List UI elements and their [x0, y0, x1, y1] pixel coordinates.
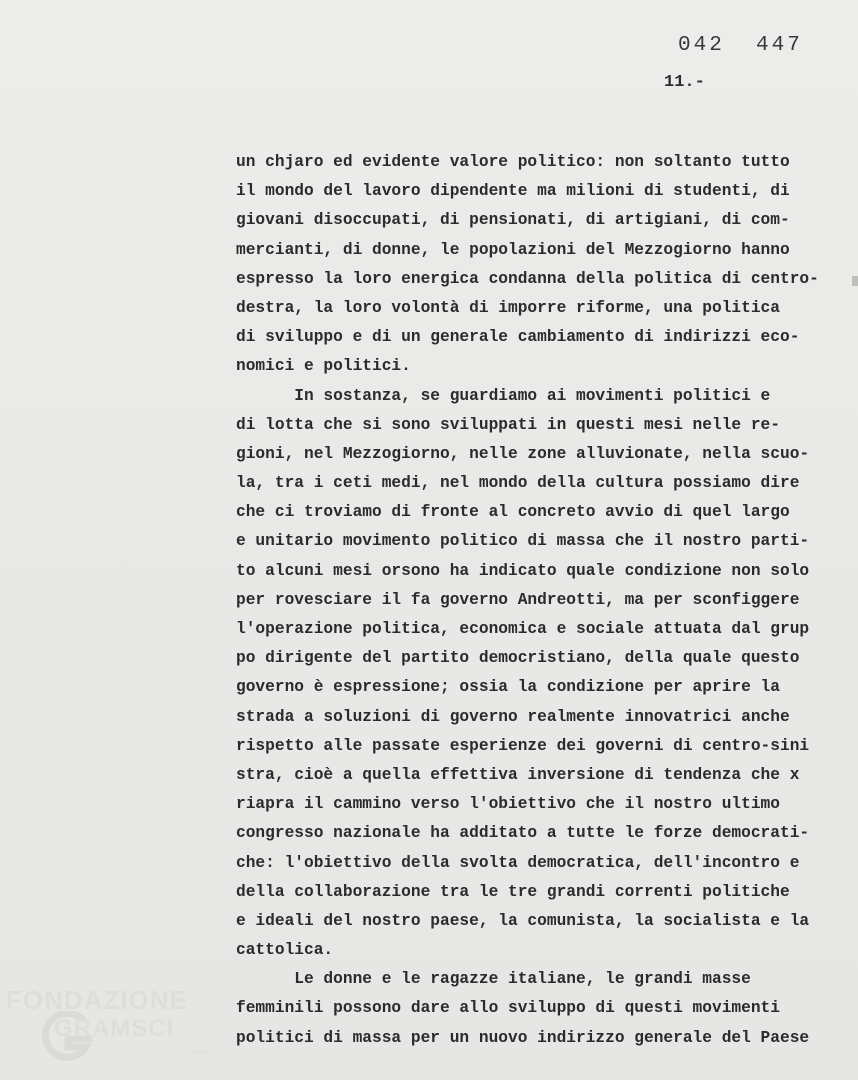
- text-line: destra, la loro volontà di imporre riforme, una politica: [236, 298, 780, 317]
- text-line: rispetto alle passate esperienze dei governi di centro-sini: [236, 736, 810, 755]
- edge-mark: [852, 276, 858, 286]
- text-line: strada a soluzioni di governo realmente innovatrici anche: [236, 707, 790, 726]
- text-line: della collaborazione tra le tre grandi correnti politiche: [236, 882, 790, 901]
- text-line: che ci troviamo di fronte al concreto avvio di quel largo: [236, 503, 790, 522]
- text-line: per rovesciare il fa governo Andreotti, ma per sconfiggere: [236, 590, 800, 609]
- text-line: nomici e politici.: [236, 357, 411, 376]
- text-line: femminili possono dare allo sviluppo di questi movimenti: [236, 999, 780, 1018]
- text-line: riapra il cammino verso l'obiettivo che il nostro ultimo: [236, 795, 780, 814]
- text-line: In sostanza, se guardiamo ai movimenti politici e: [236, 386, 771, 405]
- watermark-small: onlus: [192, 1049, 209, 1056]
- text-line: l'operazione politica, economica e sociale attuata dal grup: [236, 620, 810, 638]
- text-line: to alcuni mesi orsono ha indicato quale condizione non solo: [236, 561, 810, 580]
- text-line: di sviluppo e di un generale cambiamento di indirizzi eco-: [236, 328, 800, 347]
- text-line: espresso la loro energica condanna della politica di centro-: [236, 269, 819, 288]
- watermark-line2: GRAMSCI: [54, 1015, 175, 1042]
- text-line: mercianti, di donne, le popolazioni del Mezzogiorno hanno: [236, 240, 790, 259]
- text-line: cattolica.: [236, 941, 334, 960]
- fondazione-gramsci-watermark: [6, 985, 216, 1065]
- text-line: congresso nazionale ha additato a tutte le forze democrati-: [236, 824, 810, 843]
- text-line: stra, cioè a quella effettiva inversione di tendenza che x: [236, 765, 800, 784]
- body-text: [236, 148, 840, 1053]
- text-line: Le donne e le ragazze italiane, le grandi masse: [236, 970, 751, 989]
- text-line: un chjaro ed evidente valore politico: non soltanto tutto: [236, 153, 790, 171]
- text-line: di lotta che si sono sviluppati in questi mesi nelle re-: [236, 415, 780, 434]
- page-number: 11.-: [664, 73, 705, 92]
- text-line: la, tra i ceti medi, nel mondo della cultura possiamo dire: [236, 474, 800, 493]
- text-line: politici di massa per un nuovo indirizzo generale del Paese: [236, 1028, 810, 1047]
- text-line: e unitario movimento politico di massa che il nostro parti-: [236, 532, 810, 551]
- watermark-line1: FONDAZIONE: [6, 985, 188, 1015]
- archive-number: 042 447: [678, 34, 803, 57]
- text-line: giovani disoccupati, di pensionati, di artigiani, di com-: [236, 211, 790, 230]
- text-line: e ideali del nostro paese, la comunista, la socialista e la: [236, 911, 810, 930]
- text-line: governo è espressione; ossia la condizione per aprire la: [236, 678, 780, 697]
- text-line: che: l'obiettivo della svolta democratica, dell'incontro e: [236, 853, 800, 872]
- text-line: il mondo del lavoro dipendente ma milioni di studenti, di: [236, 182, 790, 201]
- text-line: po dirigente del partito democristiano, della quale questo: [236, 649, 800, 668]
- text-line: gioni, nel Mezzogiorno, nelle zone alluvionate, nella scuo-: [236, 444, 810, 463]
